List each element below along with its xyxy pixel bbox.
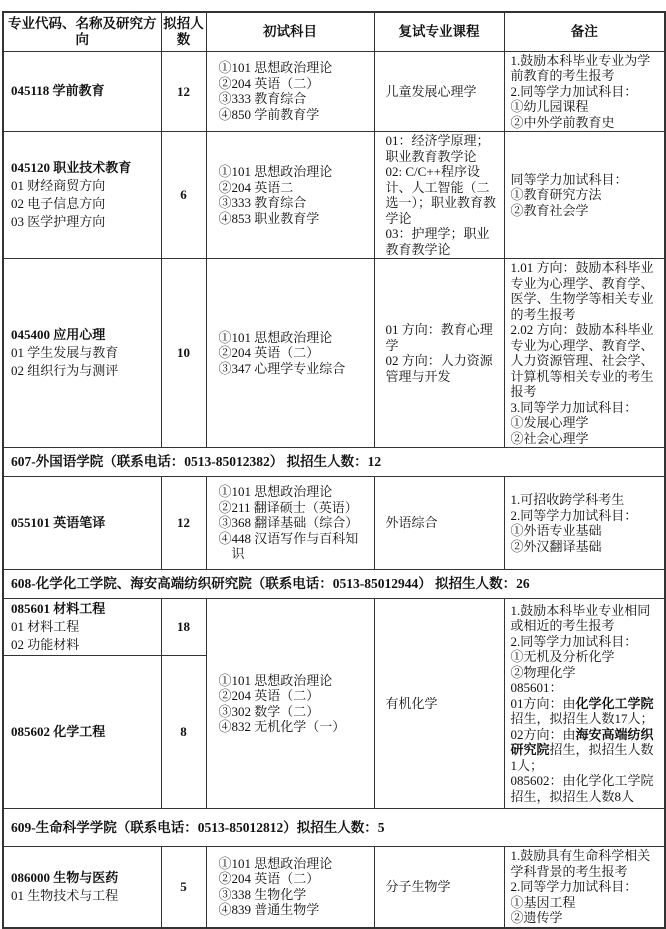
remark-line: 01方向：由化学化工学院招生，拟招生人数17人； xyxy=(510,695,654,727)
major-directions: 01 生物技术与工程 xyxy=(11,887,119,903)
section-header: 609-生命科学学院（联系电话：0513-85012812）拟招生人数：5 xyxy=(3,809,665,847)
major-directions: 01 财经商贸方向 02 电子信息方向 03 医学护理方向 xyxy=(11,178,106,229)
major-code: 085602 化学工程 xyxy=(11,724,106,739)
retest-cell: 儿童发展心理学 xyxy=(374,51,504,132)
major-cell xyxy=(3,599,161,656)
retest-cell: 01 方向：教育心理学 02 方向：人力资源管理与开发 xyxy=(374,259,504,448)
subjects-cell: ①101 思想政治理论 ②204 英语二 ③333 教育综合 ④853 职业教育学 xyxy=(206,132,374,259)
retest-cell: 分子生物学 xyxy=(374,847,504,928)
remarks-cell: 1.01 方向：鼓励本科毕业专业为心理学、教育学、医学、生物学等相关专业的考生报考 2.02 方向：鼓励本科毕业专业为心理学、教育学、人力资源管理、社会学、计算机等相关专业的考生报考 3.同等学力加试科目： ①发展心理学 ②社会心理学 xyxy=(504,259,665,448)
quota-cell: 12 xyxy=(161,51,206,132)
subjects-cell: ①101 思想政治理论 ②204 英语（二） ③347 心理学专业综合 xyxy=(206,259,374,448)
retest-cell: 01：经济学原理；职业教育教学论 02: C/C++程序设计、人工智能（二选一）；职业教育教学论 03：护理学；职业教育教学论 xyxy=(374,132,504,259)
col-header-subjects: 初试科目 xyxy=(206,12,374,51)
quota-cell: 8 xyxy=(161,656,206,809)
remarks-cell: 1.可招收跨学科考生 2.同等学力加试科目： ①外语专业基础 ②外汉翻译基础 xyxy=(504,477,665,570)
retest-cell: 有机化学 xyxy=(374,599,504,809)
major-cell xyxy=(3,51,161,132)
col-header-remarks: 备注 xyxy=(504,12,665,51)
remarks-cell xyxy=(504,599,665,809)
major-cell xyxy=(3,132,161,259)
subjects-cell: ①101 思想政治理论 ②204 英语（二） ③302 数学（二） ④832 无机化学（一） xyxy=(206,599,374,809)
remark-line: 02方向：由海安高端纺织研究院招生，拟招生人数1人； xyxy=(510,726,654,773)
col-header-major: 专业代码、名称及研究方向 xyxy=(3,12,161,51)
major-cell xyxy=(3,477,161,570)
remarks-list: 1.鼓励本科毕业专业相同或相近的考生报考 2.同等学力加试科目： ①无机及分析化学 ②物理化学 085601： xyxy=(510,602,651,696)
remarks-cell: 同等学力加试科目： ①教育研究方法 ②教育社会学 xyxy=(504,132,665,259)
section-header: 607-外国语学院（联系电话：0513-85012382） 拟招生人数：12 xyxy=(3,448,665,477)
admissions-table xyxy=(2,11,666,929)
section-row-608 xyxy=(3,570,665,599)
major-code: 085601 材料工程 xyxy=(11,601,106,616)
page xyxy=(0,11,666,925)
major-cell xyxy=(3,847,161,928)
quota-cell: 10 xyxy=(161,259,206,448)
subjects-cell: ①101 思想政治理论 ②204 英语（二） ③338 生物化学 ④839 普通生物学 xyxy=(206,847,374,928)
row-045400 xyxy=(3,259,665,448)
quota-cell: 5 xyxy=(161,847,206,928)
remarks-cell: 1.鼓励具有生命科学相关学科背景的考生报考 2.同等学力加试科目： ①基因工程 ②遗传学 xyxy=(504,847,665,928)
major-directions: 01 学生发展与教育 02 组织行为与测评 xyxy=(11,345,119,378)
remark-line: 085602：由化学化工学院招生，拟招生人数8人 xyxy=(510,773,654,804)
major-cell xyxy=(3,259,161,448)
major-code: 045118 学前教育 xyxy=(11,83,105,99)
row-085601 xyxy=(3,599,665,656)
col-header-quota: 拟招人数 xyxy=(161,12,206,51)
subjects-cell: ①101 思想政治理论 ②211 翻译硕士（英语） ③368 翻译基础（综合） ④448 汉语写作与百科知识 xyxy=(206,477,374,570)
major-code: 045120 职业技术教育 xyxy=(11,160,132,175)
remarks-cell: 1.鼓励本科毕业专业为学前教育的考生报考 2.同等学力加试科目： ①幼儿园课程 ②中外学前教育史 xyxy=(504,51,665,132)
bold-institute: 化学化工学院 xyxy=(575,695,654,711)
major-cell xyxy=(3,656,161,809)
col-header-retest: 复试专业课程 xyxy=(374,12,504,51)
bold-institute: 海安高端纺织研究院 xyxy=(510,726,654,758)
header-row xyxy=(3,12,665,51)
quota-cell: 6 xyxy=(161,132,206,259)
section-header: 608-化学化工学院、海安高端纺织研究院（联系电话：0513-85012944） 拟招生人数：26 xyxy=(3,570,665,599)
quota-cell: 12 xyxy=(161,477,206,570)
row-055101 xyxy=(3,477,665,570)
major-directions: 01 材料工程 02 功能材料 xyxy=(11,619,80,652)
major-code: 045400 应用心理 xyxy=(11,327,106,342)
section-row-609 xyxy=(3,809,665,847)
section-row-607 xyxy=(3,448,665,477)
retest-cell: 外语综合 xyxy=(374,477,504,570)
subjects-cell: ①101 思想政治理论 ②204 英语（二） ③333 教育综合 ④850 学前教育学 xyxy=(206,51,374,132)
major-code: 086000 生物与医药 xyxy=(11,869,119,885)
row-045118 xyxy=(3,51,665,132)
row-045120 xyxy=(3,132,665,259)
major-code: 055101 英语笔译 xyxy=(11,515,106,530)
row-086000 xyxy=(3,847,665,928)
quota-cell: 18 xyxy=(161,599,206,656)
